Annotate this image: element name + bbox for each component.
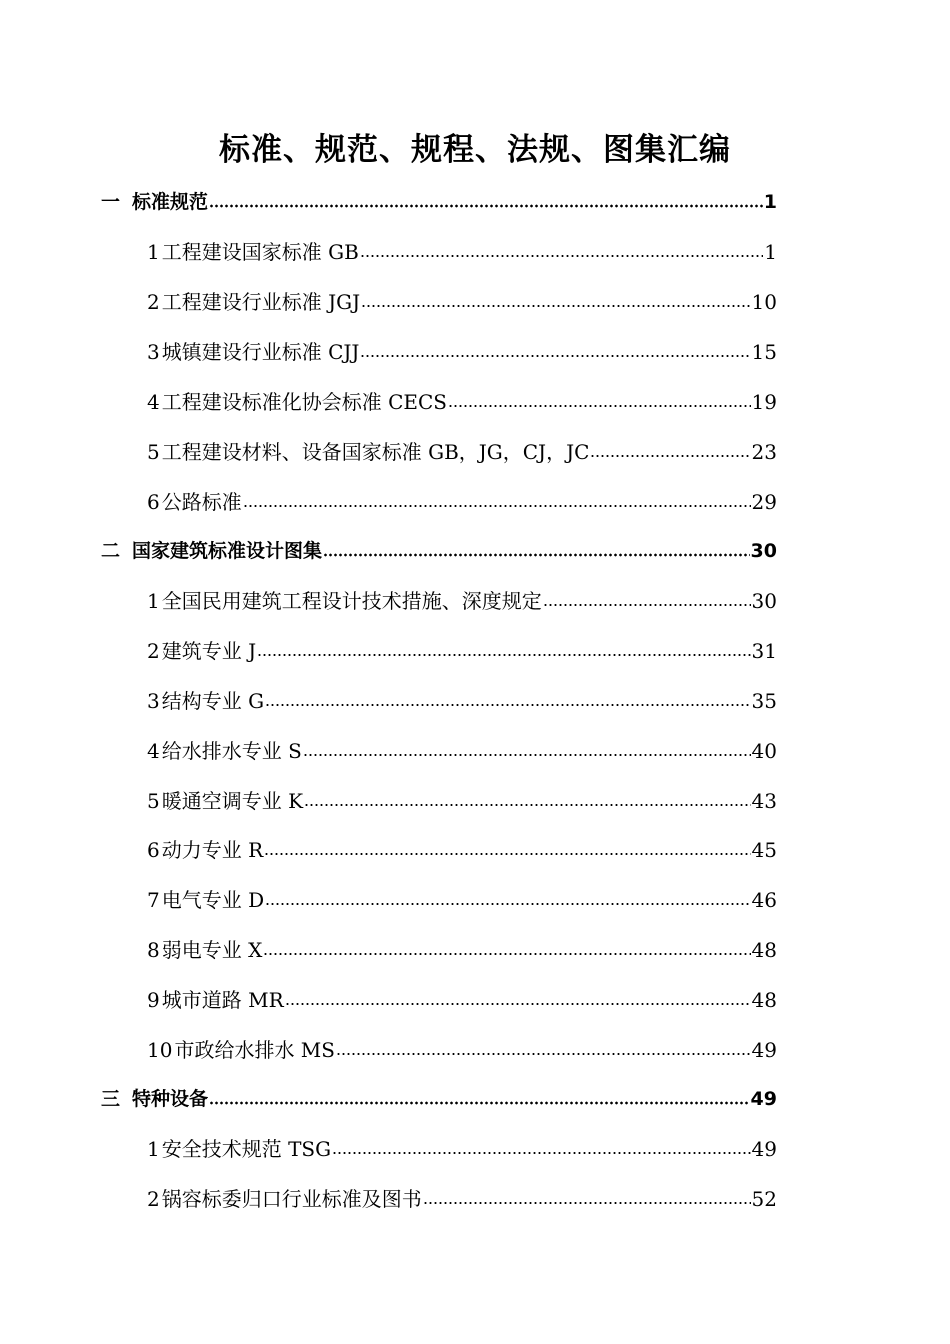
toc-section-2[interactable] [101,534,777,564]
toc-item[interactable] [147,235,777,265]
toc-item[interactable] [147,1033,777,1063]
section-label: 特种设备 [132,1088,209,1110]
item-label: 城市道路 MR [161,988,284,1012]
page-number: 31 [751,639,777,663]
item-label: 工程建设标准化协会标准 CECS [161,390,447,414]
dot-leader [209,203,763,209]
page-number: 1 [764,240,777,264]
toc-item[interactable] [147,1132,777,1162]
section-number: 二 [101,540,121,562]
item-number: 1 [147,240,160,264]
toc-item[interactable] [147,385,777,415]
page-number: 40 [751,739,777,763]
item-number: 5 [147,440,160,464]
page-number: 48 [751,988,777,1012]
dot-leader [265,702,750,708]
item-label: 电气专业 D [161,888,265,912]
section-label: 标准规范 [132,191,209,213]
toc-item[interactable] [147,784,777,814]
item-label: 弱电专业 X [161,938,263,962]
dot-leader [303,752,751,758]
dot-leader [265,901,750,907]
item-number: 3 [147,689,160,713]
toc-item[interactable] [147,883,777,913]
page-number: 43 [751,789,777,813]
item-number: 2 [147,1187,160,1211]
toc-item[interactable] [147,285,777,315]
dot-leader [243,503,751,509]
toc-section-1[interactable] [101,185,777,215]
page-number: 46 [751,888,777,912]
dot-leader [209,1100,750,1106]
item-number: 4 [147,739,160,763]
dot-leader [285,1001,751,1007]
dot-leader [360,253,764,259]
item-label: 结构专业 G [161,689,265,713]
item-number: 7 [147,888,160,912]
page-number: 30 [750,540,777,562]
toc-item[interactable] [147,435,777,465]
item-label: 城镇建设行业标准 CJJ [161,340,360,364]
item-number: 4 [147,390,160,414]
toc-item[interactable] [147,584,777,614]
dot-leader [423,1200,751,1206]
item-label: 工程建设国家标准 GB [161,240,359,264]
item-number: 3 [147,340,160,364]
page-number: 52 [751,1187,777,1211]
dot-leader [360,353,750,359]
item-label: 动力专业 R [161,838,264,862]
item-label: 建筑专业 J [161,639,257,663]
page-number: 29 [751,490,777,514]
dot-leader [323,552,750,558]
toc-item[interactable] [147,485,777,515]
item-number: 6 [147,490,160,514]
page-number: 45 [751,838,777,862]
toc-item[interactable] [147,734,777,764]
toc-item[interactable] [147,833,777,863]
dot-leader [448,403,751,409]
item-number: 8 [147,938,160,962]
toc-item[interactable] [147,983,777,1013]
dot-leader [543,602,751,608]
item-label: 全国民用建筑工程设计技术措施、深度规定 [161,589,542,613]
page-number: 49 [750,1088,777,1110]
page-number: 15 [751,340,777,364]
toc-section-3[interactable] [101,1082,777,1112]
dot-leader [590,453,750,459]
item-label: 公路标准 [161,490,242,514]
dot-leader [361,303,750,309]
item-number: 1 [147,589,160,613]
item-number: 2 [147,639,160,663]
page-number: 1 [763,191,777,213]
dot-leader [332,1150,750,1156]
item-label: 暖通空调专业 K [161,789,304,813]
toc-item[interactable] [147,684,777,714]
item-number: 1 [147,1137,160,1161]
page-number: 35 [751,689,777,713]
dot-leader [264,851,750,857]
page-number: 10 [751,290,777,314]
page-number: 48 [751,938,777,962]
toc-item[interactable] [147,1182,777,1212]
item-number: 9 [147,988,160,1012]
item-number: 10 [147,1038,173,1062]
item-label: 工程建设行业标准 JGJ [161,290,361,314]
document-title: 标准、规范、规程、法规、图集汇编 [219,132,731,168]
item-number: 5 [147,789,160,813]
item-label: 锅容标委归口行业标准及图书 [161,1187,422,1211]
page-number: 23 [751,440,777,464]
page-number: 19 [751,390,777,414]
item-number: 6 [147,838,160,862]
dot-leader [257,652,750,658]
item-label: 安全技术规范 TSG [161,1137,332,1161]
item-number: 2 [147,290,160,314]
dot-leader [304,802,751,808]
section-number: 三 [101,1088,121,1110]
section-number: 一 [101,191,121,213]
page-number: 49 [751,1137,777,1161]
dot-leader [336,1051,751,1057]
item-label: 市政给水排水 MS [174,1038,335,1062]
toc-item[interactable] [147,634,777,664]
toc-item[interactable] [147,335,777,365]
item-label: 给水排水专业 S [161,739,302,763]
page-number: 49 [751,1038,777,1062]
page-number: 30 [751,589,777,613]
section-label: 国家建筑标准设计图集 [132,540,323,562]
dot-leader [263,951,750,957]
toc-item[interactable] [147,933,777,963]
item-label: 工程建设材料、设备国家标准 GB，JG，CJ，JC [161,440,590,464]
